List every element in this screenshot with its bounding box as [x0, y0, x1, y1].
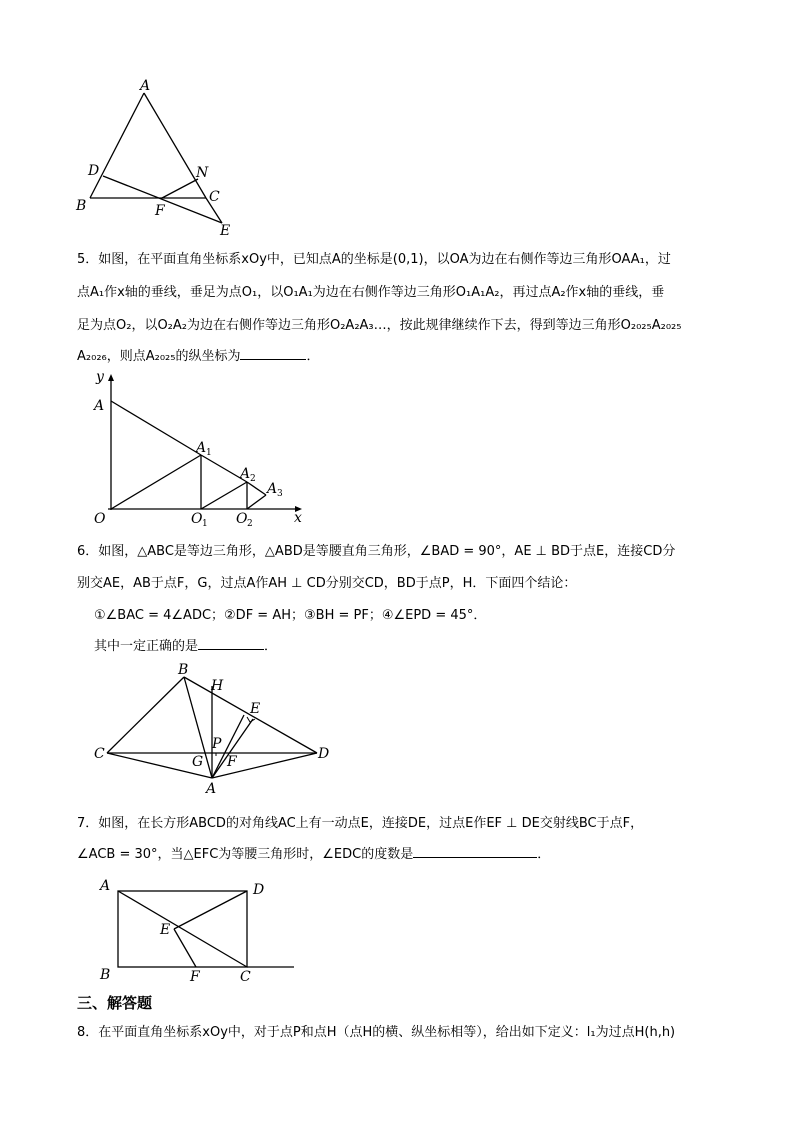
q6-end: ．	[264, 639, 278, 654]
label-f: F	[227, 754, 237, 770]
svg-text:3: 3	[277, 489, 283, 499]
triangle-abc-figure	[70, 78, 240, 238]
q6-line-1: 6．如图，△ABC是等边三角形，△ABD是等腰直角三角形，∠BAD = 90°，AE ⊥ BD于点E，连接CD分	[77, 544, 676, 559]
label-d: D	[253, 882, 265, 898]
label-a: A	[206, 781, 217, 797]
label-c: C	[94, 746, 105, 762]
label-a: A	[100, 878, 111, 894]
label-b: B	[178, 662, 189, 678]
label-e: E	[250, 701, 261, 717]
label-e: E	[160, 922, 171, 938]
svg-text:2: 2	[250, 474, 256, 484]
q5-line-3: 足为点O₂，以O₂A₂为边在右侧作等边三角形O₂A₂A₃…，按此规律继续作下去，得到等边三角形O₂₀₂₅A₂₀₂₅	[77, 318, 682, 333]
svg-text:2: 2	[247, 519, 253, 529]
label-origin: O	[94, 511, 106, 527]
axis-label-x: x	[294, 510, 302, 526]
label-a2: A	[240, 466, 251, 482]
q5-line-2: 点A₁作x轴的垂线，垂足为点O₁，以O₁A₁为边在右侧作等边三角形O₁A₁A₂，再过点A₂作x轴的垂线，垂	[77, 285, 665, 300]
label-a1: A	[196, 440, 207, 456]
label-n: N	[196, 165, 209, 181]
triangle-abd-figure	[90, 660, 340, 800]
label-c: C	[240, 969, 251, 985]
label-d: D	[88, 163, 100, 179]
label-b: B	[76, 198, 87, 214]
label-g: G	[192, 754, 204, 770]
label-d: D	[318, 746, 330, 762]
label-c: C	[209, 189, 220, 205]
label-e: E	[220, 223, 231, 239]
label-o1: O	[191, 511, 203, 527]
svg-text:1: 1	[202, 519, 208, 529]
section-heading: 三、解答题	[77, 994, 153, 1012]
label-h: H	[211, 678, 224, 694]
q7-stem-end: ∠ACB = 30°，当△EFC为等腰三角形时，∠EDC的度数是	[77, 847, 414, 862]
q7-end: ．	[537, 847, 551, 862]
q8-line-1: 8．在平面直角坐标系xOy中，对于点P和点H（点H的横、纵坐标相等），给出如下定义：l₁为过点H(h,h)	[77, 1025, 676, 1040]
label-a: A	[140, 78, 151, 94]
q6-line-2: 别交AE，AB于点F，G，过点A作AH ⊥ CD分别交CD，BD于点P，H．下面四个结论：	[77, 576, 577, 591]
rectangle-abcd-figure	[90, 872, 310, 987]
q6-line-3: ①∠BAC = 4∠ADC；②DF = AH；③BH = PF；④∠EPD = 45°．	[94, 608, 487, 623]
q6-stem-end: 其中一定正确的是	[94, 639, 199, 654]
coordinate-figure	[88, 370, 318, 530]
q5-line-1: 5．如图，在平面直角坐标系xOy中，已知点A的坐标是(0,1)，以OA为边在右侧作等边三角形OAA₁，过	[77, 252, 671, 267]
q6-line-4	[94, 635, 277, 654]
q5-end: ．	[306, 349, 320, 364]
answer-blank-q6[interactable]	[198, 637, 264, 650]
label-o2: O	[236, 511, 248, 527]
label-a: A	[94, 398, 105, 414]
label-f: F	[190, 969, 200, 985]
q7-line-1: 7．如图，在长方形ABCD的对角线AC上有一动点E，连接DE，过点E作EF ⊥ DE交射线BC于点F，	[77, 816, 644, 831]
label-b: B	[100, 967, 111, 983]
q5-line-4	[77, 345, 320, 364]
svg-text:1: 1	[206, 448, 212, 458]
answer-blank-q7[interactable]	[413, 845, 537, 858]
axis-label-y: y	[96, 369, 104, 385]
q5-stem-end: A₂₀₂₆，则点A₂₀₂₅的纵坐标为	[77, 349, 241, 364]
answer-blank-q5[interactable]	[240, 347, 306, 360]
label-p: P	[212, 736, 222, 752]
label-a3: A	[267, 481, 278, 497]
q7-line-2	[77, 843, 550, 862]
label-f: F	[155, 203, 165, 219]
